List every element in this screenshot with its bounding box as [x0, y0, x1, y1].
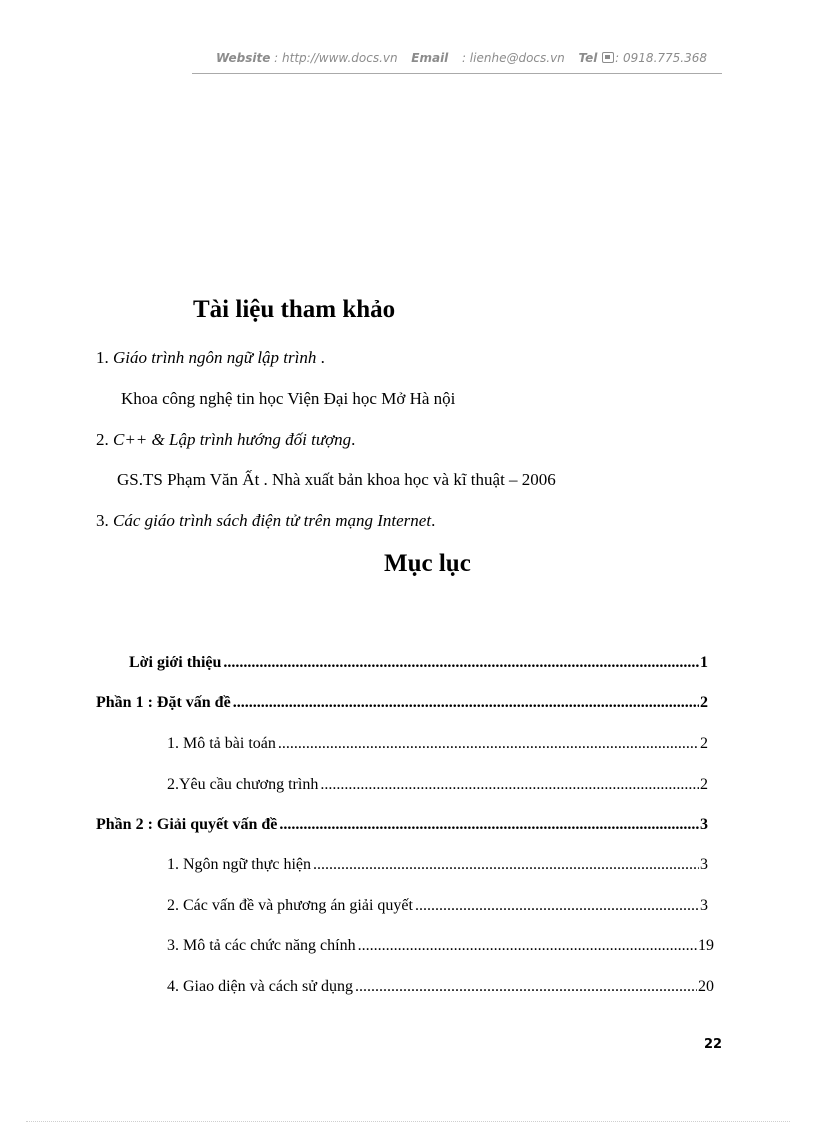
reference-item-1: [96, 348, 325, 368]
reference-detail-2: GS.TS Phạm Văn Ất . Nhà xuất bản khoa học và kĩ thuật – 2006: [117, 470, 556, 489]
reference-title: Giáo trình ngôn ngữ lập trình: [113, 348, 317, 367]
toc-entry[interactable]: [129, 654, 708, 674]
toc-entry[interactable]: [167, 937, 714, 957]
email-label: Email: [411, 51, 449, 65]
toc-entry-label: 1. Mô tả bài toán: [167, 735, 276, 752]
toc-entry[interactable]: [167, 978, 714, 998]
toc-leader-dots: [358, 937, 697, 955]
toc-leader-dots: [233, 694, 699, 712]
toc-entry-page: 3: [700, 897, 708, 914]
toc-entry-label: Phần 1 : Đặt vấn đề: [96, 694, 231, 711]
toc-leader-dots: [279, 816, 699, 834]
toc-leader-dots: [355, 978, 697, 996]
toc-entry[interactable]: [167, 735, 708, 755]
toc-entry-page: 1: [700, 654, 708, 671]
reference-suffix: .: [351, 430, 356, 449]
references-title: Tài liệu tham khảo: [193, 296, 396, 323]
toc-entry-label: 3. Mô tả các chức năng chính: [167, 937, 356, 954]
reference-suffix: .: [316, 348, 325, 367]
toc-entry-page: 19: [698, 937, 714, 954]
toc-entry[interactable]: [167, 776, 708, 796]
reference-detail-1: Khoa công nghệ tin học Viện Đại học Mở Hà nội: [121, 389, 456, 408]
toc-entry-page: 2: [700, 776, 708, 793]
toc-entry-page: 2: [700, 735, 708, 752]
toc-entry-label: 2.Yêu cầu chương trình: [167, 776, 319, 793]
toc-entry[interactable]: [96, 816, 708, 836]
reference-number: 1.: [96, 348, 109, 367]
toc-entry-page: 3: [700, 856, 708, 873]
toc-leader-dots: [223, 654, 699, 672]
tel-label: Tel: [578, 51, 598, 65]
reference-item-2: [96, 430, 355, 450]
reference-number: 3.: [96, 511, 109, 530]
toc-entry-page: 3: [700, 816, 708, 833]
toc-entry-page: 2: [700, 694, 708, 711]
page-bottom-border: [26, 1121, 790, 1122]
toc-leader-dots: [278, 735, 699, 753]
reference-item-3: [96, 511, 435, 531]
website-label: Website: [216, 51, 271, 65]
page-number: 22: [704, 1037, 723, 1052]
reference-suffix: .: [431, 511, 436, 530]
toc-entry-label: Phần 2 : Giải quyết vấn đề: [96, 816, 278, 833]
toc-entry[interactable]: [96, 694, 708, 714]
header-divider: [192, 73, 722, 74]
reference-title: C++ & Lập trình hướng đối tượng: [113, 430, 352, 449]
toc-entry-label: 2. Các vấn đề và phương án giải quyết: [167, 897, 413, 914]
phone-icon: [602, 52, 614, 63]
email-link[interactable]: : lienhe@docs.vn: [461, 51, 565, 65]
toc-leader-dots: [313, 856, 699, 874]
toc-entry-page: 20: [698, 978, 714, 995]
toc-entry-label: 1. Ngôn ngữ thực hiện: [167, 856, 311, 873]
toc-entry-label: 4. Giao diện và cách sử dụng: [167, 978, 353, 995]
reference-title: Các giáo trình sách điện tử trên mạng Internet: [113, 511, 432, 530]
reference-number: 2.: [96, 430, 109, 449]
toc-entry-label: Lời giới thiệu: [129, 654, 222, 671]
website-link[interactable]: : http://www.docs.vn: [274, 51, 398, 65]
toc-leader-dots: [320, 776, 699, 794]
page-header: [216, 51, 707, 65]
toc-leader-dots: [415, 897, 699, 915]
toc-title: Mục lục: [384, 550, 471, 577]
toc-entry[interactable]: [167, 856, 708, 876]
tel-value: : 0918.775.368: [615, 51, 708, 65]
toc-entry[interactable]: [167, 897, 708, 917]
